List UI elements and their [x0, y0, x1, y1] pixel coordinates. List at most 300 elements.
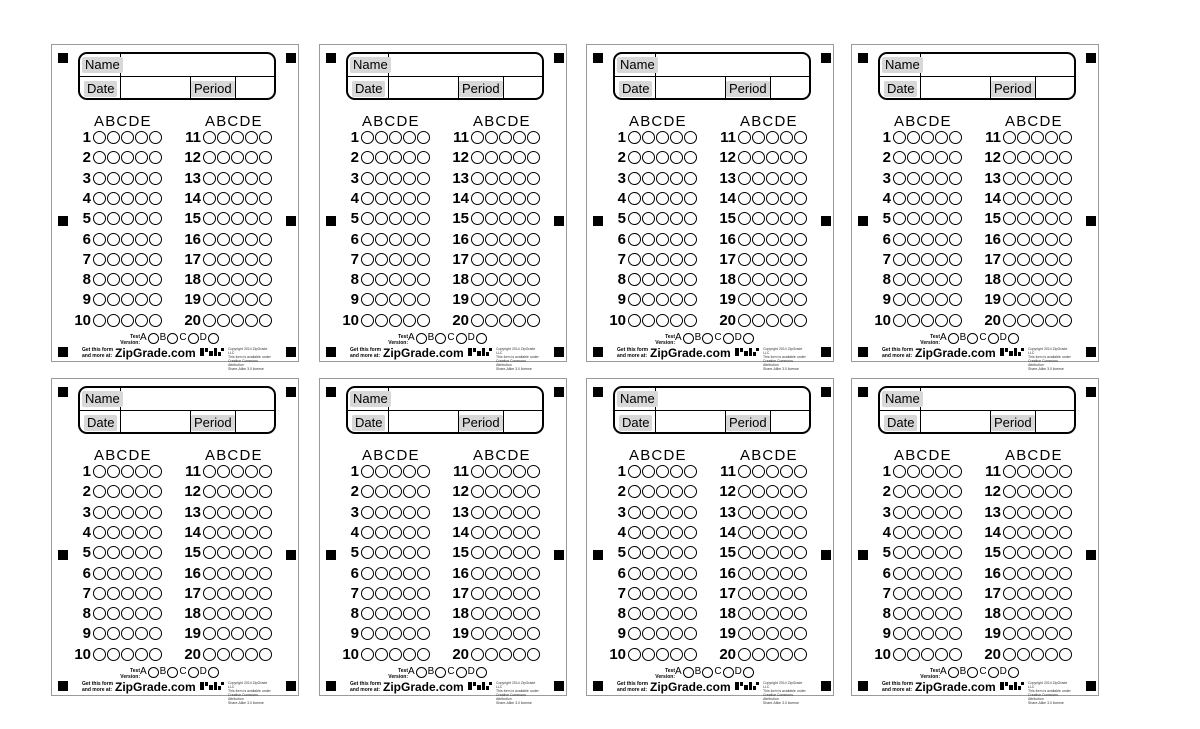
answer-bubble-d[interactable] [513, 627, 526, 640]
answer-bubble-b[interactable] [107, 293, 120, 306]
answer-bubble-d[interactable] [670, 314, 683, 327]
answer-bubble-d[interactable] [780, 506, 793, 519]
answer-bubble-e[interactable] [417, 567, 430, 580]
answer-bubble-a[interactable] [471, 172, 484, 185]
answer-bubble-b[interactable] [217, 233, 230, 246]
answer-bubble-e[interactable] [527, 192, 540, 205]
answer-bubble-a[interactable] [628, 607, 641, 620]
answer-bubble-d[interactable] [670, 587, 683, 600]
answer-bubble-a[interactable] [893, 273, 906, 286]
answer-bubble-e[interactable] [259, 192, 272, 205]
answer-bubble-a[interactable] [471, 212, 484, 225]
answer-bubble-a[interactable] [93, 253, 106, 266]
answer-bubble-b[interactable] [1017, 314, 1030, 327]
answer-bubble-d[interactable] [135, 131, 148, 144]
answer-bubble-e[interactable] [417, 607, 430, 620]
answer-bubble-d[interactable] [513, 546, 526, 559]
answer-bubble-d[interactable] [245, 587, 258, 600]
version-bubble[interactable] [948, 333, 959, 344]
answer-bubble-b[interactable] [907, 151, 920, 164]
answer-bubble-a[interactable] [628, 233, 641, 246]
answer-bubble-b[interactable] [485, 648, 498, 661]
version-option[interactable] [408, 666, 428, 678]
answer-bubble-a[interactable] [1003, 293, 1016, 306]
answer-bubble-c[interactable] [656, 485, 669, 498]
answer-bubble-d[interactable] [403, 192, 416, 205]
answer-bubble-a[interactable] [893, 587, 906, 600]
answer-bubble-a[interactable] [361, 567, 374, 580]
answer-bubble-b[interactable] [107, 314, 120, 327]
answer-bubble-b[interactable] [907, 131, 920, 144]
answer-bubble-b[interactable] [485, 627, 498, 640]
answer-bubble-c[interactable] [656, 233, 669, 246]
answer-bubble-e[interactable] [1059, 546, 1072, 559]
answer-bubble-a[interactable] [361, 151, 374, 164]
answer-bubble-a[interactable] [1003, 212, 1016, 225]
answer-bubble-c[interactable] [499, 627, 512, 640]
answer-bubble-a[interactable] [203, 192, 216, 205]
answer-bubble-e[interactable] [1059, 607, 1072, 620]
answer-bubble-d[interactable] [135, 314, 148, 327]
answer-bubble-c[interactable] [921, 273, 934, 286]
answer-bubble-d[interactable] [780, 151, 793, 164]
answer-bubble-d[interactable] [513, 648, 526, 661]
answer-bubble-a[interactable] [93, 131, 106, 144]
answer-bubble-c[interactable] [499, 151, 512, 164]
answer-bubble-b[interactable] [217, 293, 230, 306]
answer-bubble-e[interactable] [684, 485, 697, 498]
answer-bubble-a[interactable] [361, 607, 374, 620]
answer-bubble-a[interactable] [1003, 172, 1016, 185]
answer-bubble-d[interactable] [670, 546, 683, 559]
answer-bubble-c[interactable] [389, 506, 402, 519]
version-bubble[interactable] [188, 333, 199, 344]
answer-bubble-a[interactable] [471, 587, 484, 600]
answer-bubble-d[interactable] [513, 212, 526, 225]
answer-bubble-c[interactable] [121, 506, 134, 519]
answer-bubble-e[interactable] [794, 567, 807, 580]
answer-bubble-b[interactable] [752, 233, 765, 246]
answer-bubble-b[interactable] [217, 607, 230, 620]
answer-bubble-a[interactable] [738, 233, 751, 246]
answer-bubble-b[interactable] [375, 131, 388, 144]
answer-bubble-e[interactable] [527, 485, 540, 498]
answer-bubble-c[interactable] [921, 546, 934, 559]
answer-bubble-a[interactable] [93, 314, 106, 327]
answer-bubble-c[interactable] [499, 567, 512, 580]
answer-bubble-e[interactable] [259, 273, 272, 286]
answer-bubble-c[interactable] [1031, 273, 1044, 286]
answer-bubble-e[interactable] [794, 607, 807, 620]
answer-bubble-b[interactable] [485, 151, 498, 164]
answer-bubble-b[interactable] [1017, 465, 1030, 478]
answer-bubble-e[interactable] [417, 314, 430, 327]
answer-bubble-b[interactable] [1017, 546, 1030, 559]
answer-bubble-b[interactable] [642, 273, 655, 286]
answer-bubble-e[interactable] [259, 293, 272, 306]
answer-bubble-e[interactable] [1059, 233, 1072, 246]
answer-bubble-d[interactable] [1045, 648, 1058, 661]
answer-bubble-d[interactable] [245, 627, 258, 640]
answer-bubble-a[interactable] [628, 648, 641, 661]
answer-bubble-d[interactable] [513, 293, 526, 306]
version-bubble[interactable] [683, 333, 694, 344]
answer-bubble-c[interactable] [499, 293, 512, 306]
answer-bubble-e[interactable] [149, 627, 162, 640]
answer-bubble-d[interactable] [1045, 212, 1058, 225]
answer-bubble-d[interactable] [245, 314, 258, 327]
answer-bubble-a[interactable] [203, 485, 216, 498]
answer-bubble-e[interactable] [1059, 627, 1072, 640]
version-option[interactable] [447, 332, 467, 344]
answer-bubble-b[interactable] [907, 587, 920, 600]
answer-bubble-a[interactable] [93, 587, 106, 600]
answer-bubble-d[interactable] [1045, 526, 1058, 539]
answer-bubble-d[interactable] [513, 273, 526, 286]
answer-bubble-b[interactable] [107, 506, 120, 519]
answer-bubble-a[interactable] [471, 314, 484, 327]
answer-bubble-c[interactable] [921, 253, 934, 266]
answer-bubble-e[interactable] [149, 192, 162, 205]
version-option[interactable] [979, 332, 999, 344]
answer-bubble-c[interactable] [766, 526, 779, 539]
answer-bubble-b[interactable] [642, 485, 655, 498]
answer-bubble-b[interactable] [107, 627, 120, 640]
answer-bubble-b[interactable] [217, 131, 230, 144]
answer-bubble-c[interactable] [656, 465, 669, 478]
answer-bubble-a[interactable] [628, 253, 641, 266]
answer-bubble-d[interactable] [135, 151, 148, 164]
answer-bubble-e[interactable] [794, 131, 807, 144]
answer-bubble-c[interactable] [121, 293, 134, 306]
answer-bubble-e[interactable] [1059, 253, 1072, 266]
answer-bubble-c[interactable] [921, 567, 934, 580]
answer-bubble-d[interactable] [935, 151, 948, 164]
answer-bubble-c[interactable] [921, 314, 934, 327]
answer-bubble-e[interactable] [949, 151, 962, 164]
answer-bubble-e[interactable] [149, 465, 162, 478]
answer-bubble-e[interactable] [1059, 151, 1072, 164]
answer-bubble-d[interactable] [135, 526, 148, 539]
answer-bubble-d[interactable] [403, 627, 416, 640]
answer-bubble-a[interactable] [1003, 131, 1016, 144]
answer-bubble-b[interactable] [107, 172, 120, 185]
version-option[interactable] [428, 666, 448, 678]
answer-bubble-b[interactable] [375, 506, 388, 519]
answer-bubble-b[interactable] [375, 607, 388, 620]
answer-bubble-b[interactable] [752, 607, 765, 620]
answer-bubble-c[interactable] [121, 192, 134, 205]
answer-bubble-e[interactable] [149, 546, 162, 559]
answer-bubble-a[interactable] [93, 607, 106, 620]
answer-bubble-d[interactable] [780, 233, 793, 246]
answer-bubble-b[interactable] [1017, 212, 1030, 225]
answer-bubble-d[interactable] [780, 546, 793, 559]
answer-bubble-b[interactable] [907, 465, 920, 478]
answer-bubble-e[interactable] [149, 273, 162, 286]
answer-bubble-e[interactable] [949, 485, 962, 498]
answer-bubble-b[interactable] [642, 607, 655, 620]
answer-bubble-e[interactable] [417, 151, 430, 164]
answer-bubble-a[interactable] [361, 627, 374, 640]
answer-bubble-d[interactable] [513, 567, 526, 580]
answer-bubble-d[interactable] [403, 151, 416, 164]
answer-bubble-a[interactable] [203, 648, 216, 661]
answer-bubble-c[interactable] [1031, 465, 1044, 478]
answer-bubble-c[interactable] [389, 587, 402, 600]
answer-bubble-d[interactable] [245, 546, 258, 559]
answer-bubble-b[interactable] [907, 172, 920, 185]
answer-bubble-b[interactable] [642, 192, 655, 205]
answer-bubble-d[interactable] [935, 485, 948, 498]
answer-bubble-e[interactable] [527, 607, 540, 620]
answer-bubble-e[interactable] [794, 587, 807, 600]
version-bubble[interactable] [435, 667, 446, 678]
answer-bubble-d[interactable] [403, 314, 416, 327]
answer-bubble-a[interactable] [628, 192, 641, 205]
answer-bubble-d[interactable] [245, 648, 258, 661]
answer-bubble-d[interactable] [935, 192, 948, 205]
answer-bubble-b[interactable] [217, 546, 230, 559]
answer-bubble-d[interactable] [780, 172, 793, 185]
answer-bubble-a[interactable] [893, 627, 906, 640]
answer-bubble-b[interactable] [107, 526, 120, 539]
answer-bubble-a[interactable] [628, 212, 641, 225]
answer-bubble-e[interactable] [527, 506, 540, 519]
answer-bubble-b[interactable] [907, 607, 920, 620]
answer-bubble-c[interactable] [231, 314, 244, 327]
answer-bubble-b[interactable] [752, 465, 765, 478]
answer-bubble-b[interactable] [907, 526, 920, 539]
answer-bubble-e[interactable] [527, 253, 540, 266]
answer-bubble-d[interactable] [135, 567, 148, 580]
answer-bubble-c[interactable] [921, 648, 934, 661]
answer-bubble-e[interactable] [259, 314, 272, 327]
answer-bubble-c[interactable] [121, 567, 134, 580]
answer-bubble-e[interactable] [417, 233, 430, 246]
version-bubble[interactable] [683, 667, 694, 678]
answer-bubble-c[interactable] [766, 567, 779, 580]
answer-bubble-c[interactable] [389, 212, 402, 225]
answer-bubble-b[interactable] [217, 151, 230, 164]
answer-bubble-a[interactable] [361, 648, 374, 661]
answer-bubble-b[interactable] [217, 567, 230, 580]
answer-bubble-c[interactable] [1031, 485, 1044, 498]
answer-bubble-b[interactable] [375, 567, 388, 580]
answer-bubble-a[interactable] [738, 273, 751, 286]
answer-bubble-e[interactable] [417, 131, 430, 144]
answer-bubble-a[interactable] [203, 567, 216, 580]
answer-bubble-d[interactable] [245, 212, 258, 225]
answer-bubble-e[interactable] [417, 192, 430, 205]
answer-bubble-c[interactable] [656, 273, 669, 286]
version-option[interactable] [735, 666, 755, 678]
answer-bubble-b[interactable] [752, 192, 765, 205]
answer-bubble-a[interactable] [203, 526, 216, 539]
answer-bubble-e[interactable] [1059, 293, 1072, 306]
answer-bubble-c[interactable] [499, 526, 512, 539]
answer-bubble-e[interactable] [149, 607, 162, 620]
answer-bubble-a[interactable] [361, 587, 374, 600]
answer-bubble-e[interactable] [417, 648, 430, 661]
answer-bubble-a[interactable] [361, 192, 374, 205]
version-bubble[interactable] [456, 667, 467, 678]
answer-bubble-e[interactable] [527, 587, 540, 600]
answer-bubble-d[interactable] [245, 506, 258, 519]
answer-bubble-e[interactable] [417, 506, 430, 519]
answer-bubble-a[interactable] [1003, 253, 1016, 266]
answer-bubble-c[interactable] [499, 506, 512, 519]
answer-bubble-e[interactable] [417, 293, 430, 306]
answer-bubble-e[interactable] [259, 212, 272, 225]
answer-bubble-e[interactable] [684, 607, 697, 620]
answer-bubble-c[interactable] [231, 587, 244, 600]
answer-bubble-d[interactable] [780, 253, 793, 266]
answer-bubble-a[interactable] [738, 212, 751, 225]
answer-bubble-a[interactable] [203, 465, 216, 478]
answer-bubble-d[interactable] [513, 151, 526, 164]
answer-bubble-d[interactable] [670, 485, 683, 498]
answer-bubble-d[interactable] [245, 567, 258, 580]
answer-bubble-a[interactable] [738, 506, 751, 519]
answer-bubble-b[interactable] [1017, 233, 1030, 246]
answer-bubble-d[interactable] [135, 212, 148, 225]
answer-bubble-d[interactable] [403, 648, 416, 661]
answer-bubble-b[interactable] [1017, 293, 1030, 306]
answer-bubble-b[interactable] [107, 567, 120, 580]
answer-bubble-d[interactable] [935, 526, 948, 539]
answer-bubble-b[interactable] [107, 253, 120, 266]
answer-bubble-c[interactable] [389, 485, 402, 498]
version-option[interactable] [140, 332, 160, 344]
answer-bubble-d[interactable] [245, 253, 258, 266]
answer-bubble-a[interactable] [361, 172, 374, 185]
answer-bubble-c[interactable] [656, 648, 669, 661]
answer-bubble-e[interactable] [1059, 314, 1072, 327]
answer-bubble-b[interactable] [375, 526, 388, 539]
answer-bubble-b[interactable] [217, 192, 230, 205]
answer-bubble-d[interactable] [670, 192, 683, 205]
answer-bubble-c[interactable] [1031, 607, 1044, 620]
answer-bubble-c[interactable] [921, 131, 934, 144]
answer-bubble-a[interactable] [471, 465, 484, 478]
version-bubble[interactable] [743, 333, 754, 344]
answer-bubble-a[interactable] [628, 293, 641, 306]
answer-bubble-a[interactable] [738, 151, 751, 164]
answer-bubble-d[interactable] [513, 233, 526, 246]
answer-bubble-e[interactable] [684, 465, 697, 478]
answer-bubble-e[interactable] [527, 314, 540, 327]
answer-bubble-a[interactable] [738, 485, 751, 498]
answer-bubble-d[interactable] [1045, 485, 1058, 498]
version-bubble[interactable] [967, 667, 978, 678]
answer-bubble-c[interactable] [1031, 567, 1044, 580]
answer-bubble-e[interactable] [149, 151, 162, 164]
answer-bubble-c[interactable] [1031, 192, 1044, 205]
answer-bubble-a[interactable] [361, 546, 374, 559]
answer-bubble-d[interactable] [245, 131, 258, 144]
answer-bubble-c[interactable] [766, 293, 779, 306]
answer-bubble-e[interactable] [149, 648, 162, 661]
answer-bubble-e[interactable] [794, 627, 807, 640]
answer-bubble-d[interactable] [135, 293, 148, 306]
version-option[interactable] [408, 332, 428, 344]
version-option[interactable] [940, 666, 960, 678]
answer-bubble-d[interactable] [403, 273, 416, 286]
answer-bubble-c[interactable] [121, 212, 134, 225]
answer-bubble-c[interactable] [499, 273, 512, 286]
answer-bubble-e[interactable] [1059, 212, 1072, 225]
answer-bubble-e[interactable] [794, 172, 807, 185]
answer-bubble-a[interactable] [1003, 567, 1016, 580]
answer-bubble-e[interactable] [684, 212, 697, 225]
answer-bubble-e[interactable] [417, 526, 430, 539]
answer-bubble-c[interactable] [1031, 131, 1044, 144]
answer-bubble-c[interactable] [656, 567, 669, 580]
answer-bubble-a[interactable] [893, 212, 906, 225]
answer-bubble-e[interactable] [417, 273, 430, 286]
answer-bubble-c[interactable] [766, 253, 779, 266]
answer-bubble-c[interactable] [499, 233, 512, 246]
answer-bubble-c[interactable] [499, 212, 512, 225]
answer-bubble-e[interactable] [684, 233, 697, 246]
answer-bubble-a[interactable] [93, 485, 106, 498]
answer-bubble-c[interactable] [921, 485, 934, 498]
answer-bubble-c[interactable] [921, 192, 934, 205]
answer-bubble-c[interactable] [389, 131, 402, 144]
answer-bubble-c[interactable] [499, 485, 512, 498]
answer-bubble-d[interactable] [513, 587, 526, 600]
answer-bubble-e[interactable] [149, 131, 162, 144]
answer-bubble-e[interactable] [949, 212, 962, 225]
answer-bubble-b[interactable] [107, 485, 120, 498]
answer-bubble-c[interactable] [1031, 151, 1044, 164]
answer-bubble-e[interactable] [149, 567, 162, 580]
version-option[interactable] [200, 666, 220, 678]
answer-bubble-a[interactable] [361, 526, 374, 539]
answer-bubble-a[interactable] [738, 293, 751, 306]
answer-bubble-d[interactable] [1045, 293, 1058, 306]
answer-bubble-a[interactable] [1003, 627, 1016, 640]
answer-bubble-d[interactable] [135, 172, 148, 185]
answer-bubble-d[interactable] [1045, 546, 1058, 559]
version-option[interactable] [160, 332, 180, 344]
answer-bubble-c[interactable] [121, 607, 134, 620]
version-option[interactable] [714, 666, 734, 678]
answer-bubble-d[interactable] [780, 465, 793, 478]
answer-bubble-e[interactable] [949, 192, 962, 205]
answer-bubble-d[interactable] [513, 485, 526, 498]
answer-bubble-b[interactable] [642, 546, 655, 559]
answer-bubble-b[interactable] [752, 131, 765, 144]
answer-bubble-d[interactable] [670, 273, 683, 286]
answer-bubble-a[interactable] [893, 172, 906, 185]
answer-bubble-c[interactable] [389, 567, 402, 580]
answer-bubble-b[interactable] [642, 172, 655, 185]
answer-bubble-b[interactable] [485, 253, 498, 266]
answer-bubble-e[interactable] [684, 314, 697, 327]
answer-bubble-b[interactable] [375, 212, 388, 225]
version-option[interactable] [695, 332, 715, 344]
answer-bubble-a[interactable] [738, 567, 751, 580]
answer-bubble-e[interactable] [527, 526, 540, 539]
answer-bubble-c[interactable] [231, 546, 244, 559]
answer-bubble-a[interactable] [361, 293, 374, 306]
answer-bubble-e[interactable] [684, 627, 697, 640]
answer-bubble-d[interactable] [670, 233, 683, 246]
answer-bubble-a[interactable] [738, 627, 751, 640]
answer-bubble-b[interactable] [107, 273, 120, 286]
